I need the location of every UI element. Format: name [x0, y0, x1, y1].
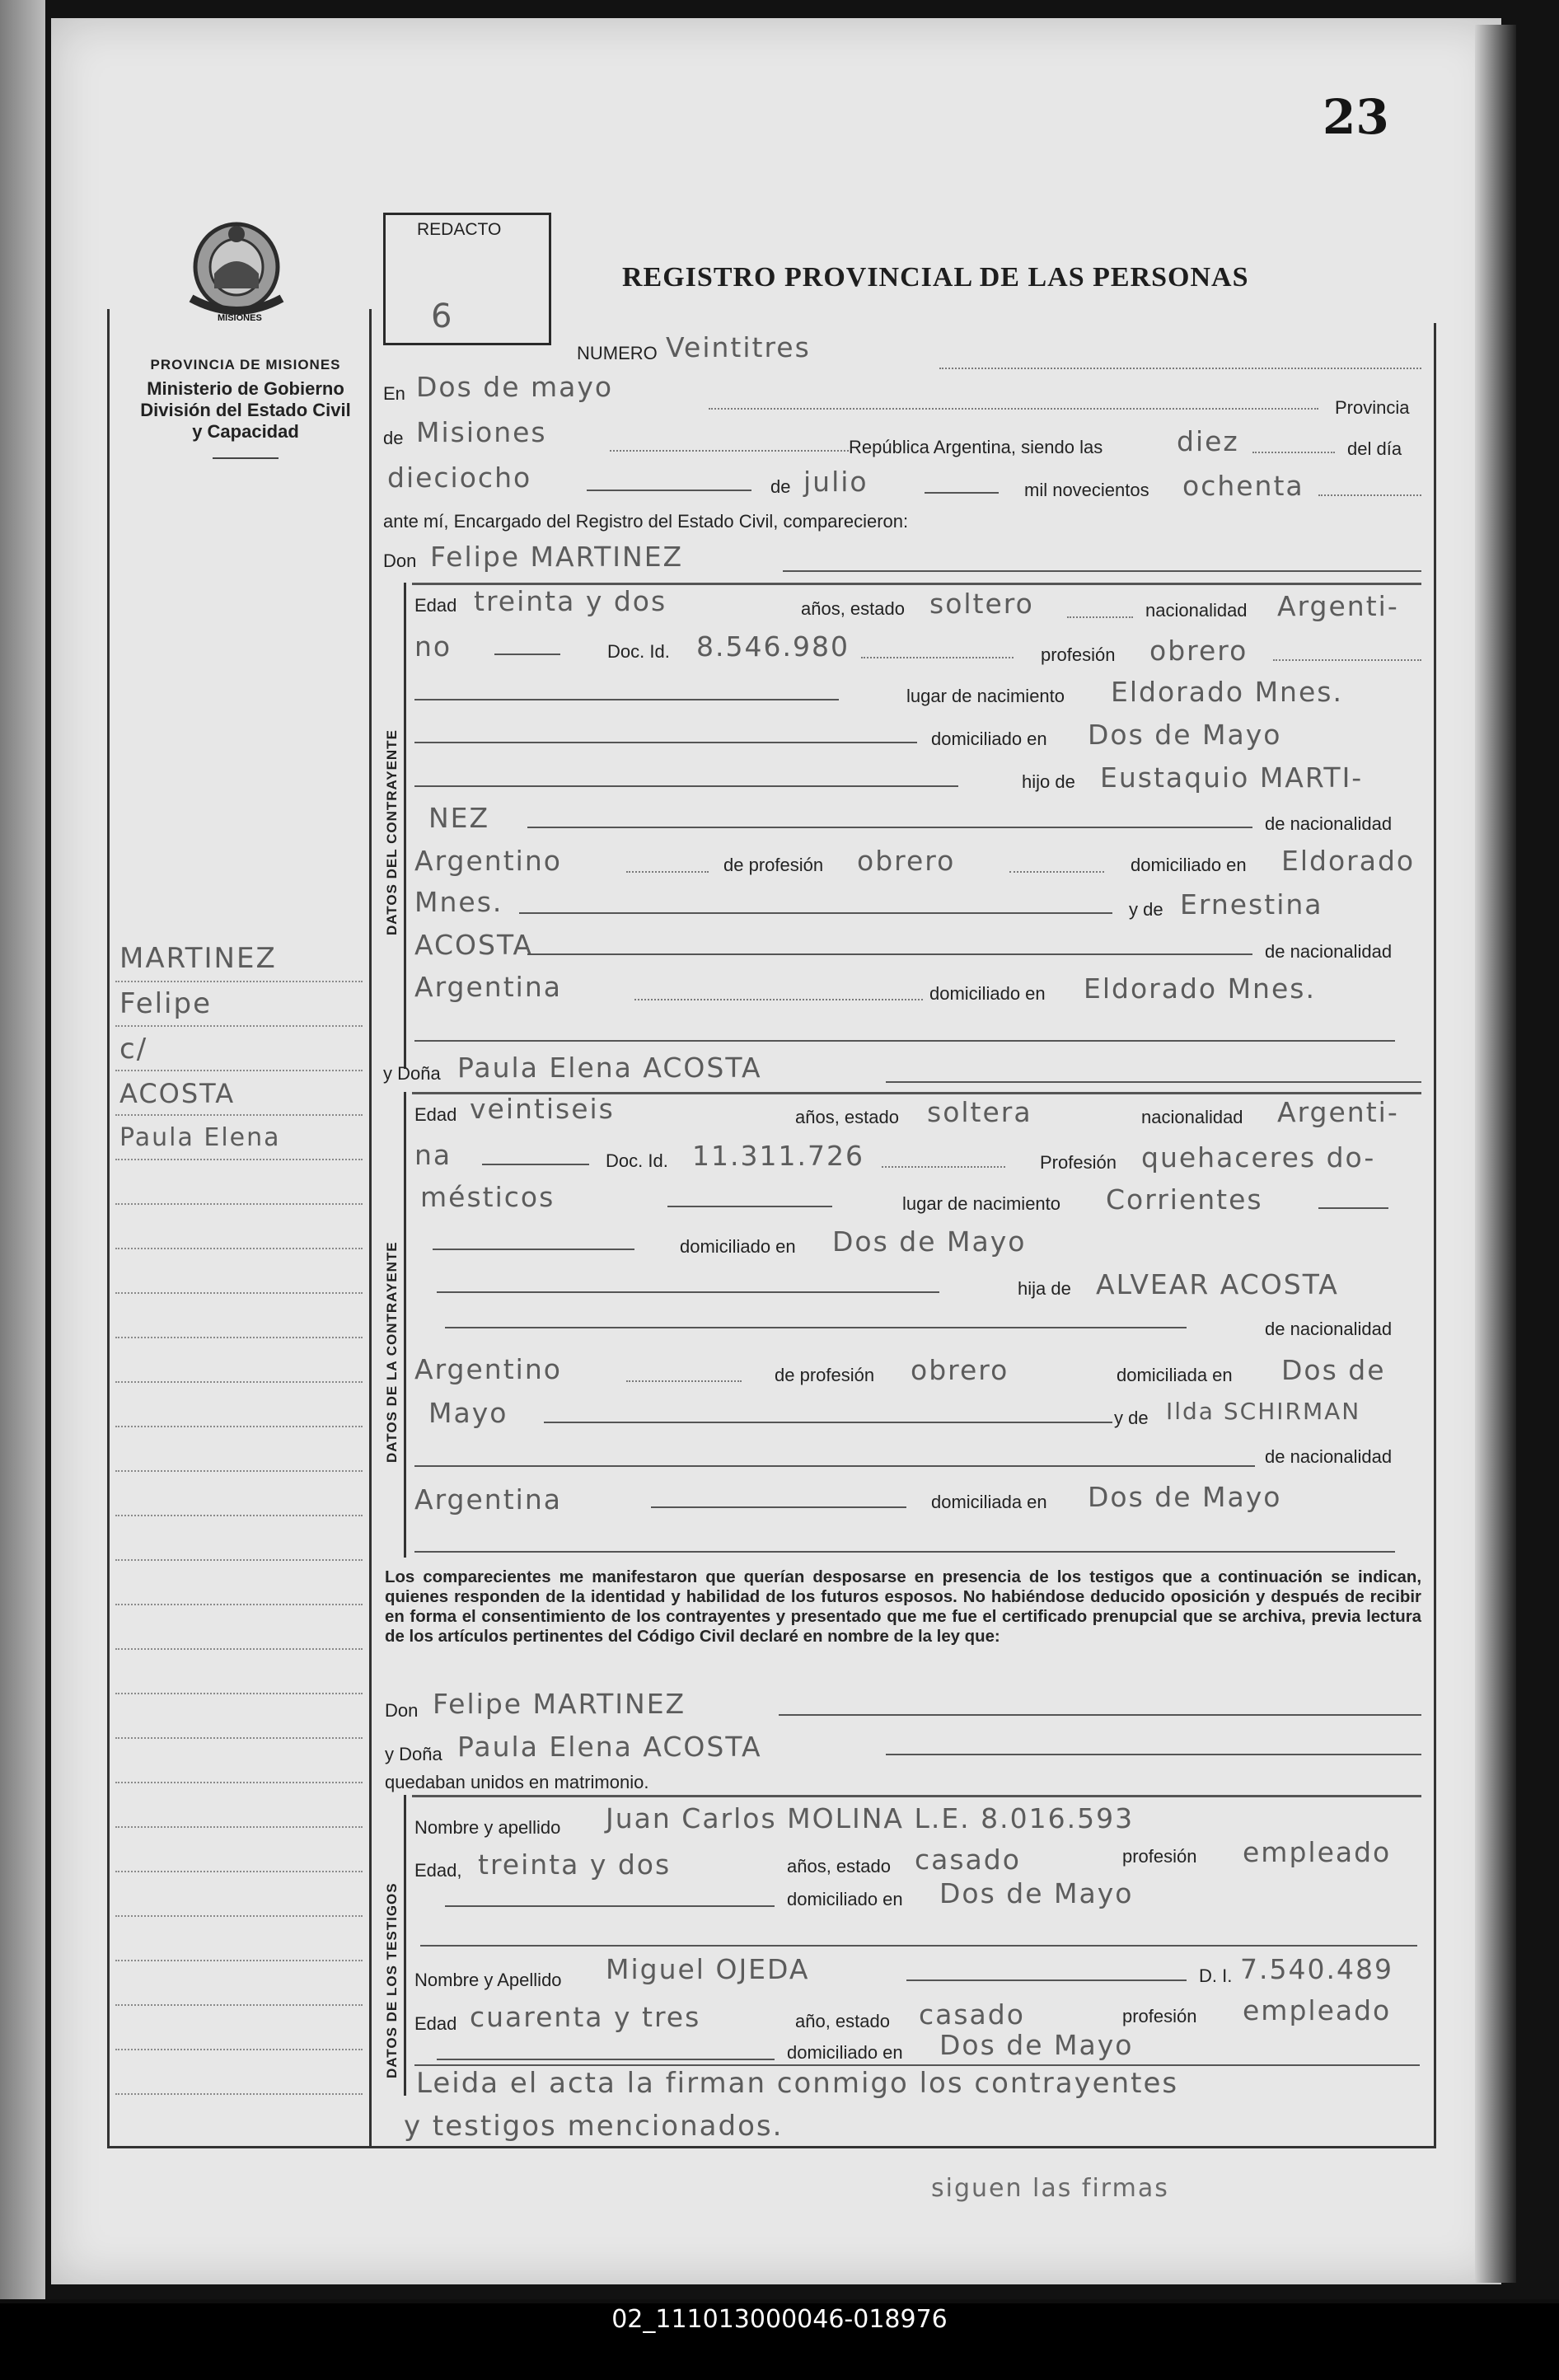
margin-rule-line [115, 1248, 363, 1249]
bride-lugar-label: lugar de nacimiento [902, 1193, 1061, 1214]
margin-rule-line [115, 2004, 363, 2006]
bride-estado: soltera [927, 1096, 1032, 1128]
bride-father-domicile-b: Mayo [428, 1397, 508, 1429]
bride-mother-nac-label: de nacionalidad [1265, 1446, 1393, 1467]
witness-block-top [412, 1795, 1421, 1797]
w1-dom-blank [445, 1905, 775, 1907]
w1-domicile: Dos de Mayo [939, 1877, 1134, 1909]
bride-name-line [886, 1081, 1421, 1083]
groom-mother-line [527, 953, 1252, 955]
groom-mother-nationality: Argentina [414, 971, 562, 1003]
w1-prof-label: profesión [1122, 1846, 1197, 1867]
w1-dom-label: domiciliado en [787, 1889, 903, 1909]
groom-mother-b: ACOSTA [414, 929, 534, 961]
bride-nationality-a: Argenti- [1277, 1096, 1399, 1128]
witness-block-line [404, 1795, 406, 2096]
ante-label: ante mí, Encargado del Registro del Estado Civil, comparecieron: [383, 511, 909, 532]
book-edge [1475, 25, 1516, 2283]
margin-rule-line [115, 1515, 363, 1516]
bride-doc-label: Doc. Id. [606, 1150, 668, 1171]
redacto-mark: 6 [431, 298, 454, 335]
bride-nacionalidad-label: nacionalidad [1141, 1107, 1243, 1127]
year-value: ochenta [1182, 470, 1304, 502]
ministry-capacity: y Capacidad [192, 421, 299, 442]
groom-hijo-blank [414, 785, 958, 787]
margin-rule-line [115, 1826, 363, 1828]
bride-dom-blank [433, 1249, 634, 1250]
place-line [709, 408, 1318, 410]
bride-age: veintiseis [470, 1093, 615, 1125]
margin-rule-line [115, 1559, 363, 1561]
ministry-block [114, 357, 377, 459]
ministry-division: División del Estado Civil [140, 400, 351, 420]
groom-father-dom-label: domiciliado en [1131, 855, 1247, 875]
previous-page-edge [0, 0, 45, 2299]
margin-note-bride-name: Paula Elena [119, 1123, 281, 1152]
bride-yde-label: y de [1114, 1408, 1149, 1428]
margin-rule-line [115, 1915, 363, 1917]
margin-rule-line [115, 1070, 363, 1071]
registry-title: REGISTRO PROVINCIAL DE LAS PERSONAS [622, 262, 1249, 293]
bride-hija-blank [437, 1291, 939, 1293]
groom-name-line [783, 570, 1421, 572]
decl-united-label: quedaban unidos en matrimonio. [385, 1772, 649, 1792]
margin-note-contra: c/ [119, 1033, 148, 1066]
w1-edad-label: Edad, [414, 1860, 462, 1881]
groom-father-dom-line [519, 912, 1112, 914]
groom-mother-a: Ernestina [1180, 888, 1323, 921]
margin-note-bride-surname: ACOSTA [119, 1078, 236, 1109]
bottom-frame-line [107, 2146, 1436, 2148]
bride-nat-line [482, 1164, 589, 1165]
w2-bottom [414, 2064, 1420, 2066]
w1-estado-label: años, estado [787, 1856, 891, 1876]
decl-groom: Felipe MARTINEZ [433, 1688, 686, 1720]
bride-mother-dom-label: domiciliada en [931, 1492, 1047, 1512]
groom-father-a: Eustaquio MARTI- [1100, 761, 1364, 794]
republica-label: República Argentina, siendo las [849, 437, 1103, 457]
bride-mother-nat-line [651, 1506, 906, 1508]
bride-birthplace: Corrientes [1106, 1183, 1263, 1216]
bride-father-domicile-a: Dos de [1281, 1354, 1386, 1386]
groom-father-nat-line [626, 871, 709, 873]
margin-rule-line [115, 1025, 363, 1027]
groom-profession-line [1273, 659, 1421, 661]
groom-hijo-label: hijo de [1022, 771, 1075, 792]
margin-rule-line [115, 1782, 363, 1783]
year-line [1318, 494, 1421, 496]
groom-nationality-b: no [414, 630, 452, 663]
bride-block-bottom [414, 1551, 1395, 1553]
bride-father-nac-label: de nacionalidad [1265, 1319, 1393, 1339]
bride-doc-line [882, 1166, 1005, 1168]
margin-ruled-lines [115, 981, 363, 2143]
month-line [925, 492, 999, 494]
testigos-section-label: DATOS DE LOS TESTIGOS [384, 1882, 400, 2078]
bride-father-dom-label: domiciliada en [1117, 1365, 1233, 1385]
w2-domicile: Dos de Mayo [939, 2029, 1134, 2061]
margin-rule-line [115, 2093, 363, 2095]
groom-block-line [404, 583, 406, 1069]
bride-block-line [404, 1092, 406, 1558]
margin-rule-line [115, 1203, 363, 1205]
w2-di-label: D. I. [1199, 1965, 1233, 1986]
w2-name: Miguel OJEDA [606, 1953, 810, 1985]
groom-lugar-label: lugar de nacimiento [906, 686, 1065, 706]
w2-name-label: Nombre y Apellido [414, 1970, 562, 1990]
bride-mother-line [414, 1465, 1255, 1467]
bride-mother-nationality: Argentina [414, 1483, 562, 1516]
day-line [587, 490, 751, 491]
month-value: julio [803, 466, 868, 498]
w1-bottom [420, 1945, 1417, 1947]
bride-edad-label: Edad [414, 1104, 457, 1125]
bride-hija-label: hija de [1018, 1278, 1071, 1299]
margin-rule-line [115, 1470, 363, 1472]
decl-bride-line [886, 1754, 1421, 1755]
groom-profesion-label: profesión [1041, 644, 1116, 665]
margin-rule-line [115, 1381, 363, 1383]
decl-don-label: Don [385, 1700, 419, 1721]
signatures-follow-note: siguen las firmas [931, 2174, 1169, 2203]
bride-father-line [445, 1327, 1187, 1328]
numero-label: NUMERO [577, 343, 658, 363]
groom-birth-blank [414, 699, 839, 700]
dona-label: y Doña [383, 1063, 441, 1084]
province-value: Misiones [416, 416, 547, 448]
bride-domicile: Dos de Mayo [832, 1225, 1027, 1258]
decl-groom-line [779, 1714, 1421, 1716]
right-frame-line [1434, 323, 1436, 2148]
bride-father-prof-label: de profesión [775, 1365, 875, 1385]
groom-estado: soltero [929, 588, 1034, 620]
margin-note-surname: MARTINEZ [119, 942, 277, 975]
groom-domicile: Dos de Mayo [1088, 719, 1282, 751]
en-label: En [383, 383, 405, 404]
w2-age: cuarenta y tres [470, 2001, 701, 2033]
bride-nationality-b: na [414, 1139, 452, 1171]
mil-label: mil novecientos [1024, 480, 1149, 500]
numero-value: Veintitres [666, 331, 811, 363]
decl-dona-label: y Doña [385, 1744, 442, 1764]
groom-father-line [527, 827, 1252, 828]
groom-mother-domicile: Eldorado Mnes. [1084, 972, 1316, 1005]
groom-father-prof-line [1009, 871, 1104, 873]
groom-father-nac-label: de nacionalidad [1265, 813, 1393, 834]
margin-note-name: Felipe [119, 987, 213, 1020]
bride-profession-a: quehaceres do- [1141, 1141, 1376, 1174]
groom-father-b: NEZ [428, 802, 490, 834]
bride-profesion-label: Profesión [1040, 1152, 1117, 1173]
ministry-name: Ministerio de Gobierno [147, 378, 344, 399]
provincia-label: Provincia [1335, 397, 1410, 418]
groom-profession: obrero [1149, 635, 1248, 667]
w1-age: treinta y dos [478, 1848, 672, 1881]
groom-anios-label: años, estado [801, 598, 905, 619]
hour-value: diez [1177, 425, 1239, 457]
groom-doc: 8.546.980 [696, 630, 850, 663]
margin-rule-line [115, 1337, 363, 1338]
w2-dom-label: domiciliado en [787, 2042, 903, 2063]
closing-line-2: y testigos mencionados. [404, 2110, 784, 2143]
groom-yde-label: y de [1129, 899, 1163, 920]
groom-mother-dom-label: domiciliado en [929, 983, 1046, 1004]
w1-profession: empleado [1243, 1836, 1392, 1868]
bride-profession-b: mésticos [420, 1181, 555, 1213]
groom-mother-nac-label: de nacionalidad [1265, 941, 1393, 962]
bride-prof-line [667, 1206, 832, 1207]
groom-nationality-a: Argenti- [1277, 590, 1399, 622]
margin-rule-line [115, 1604, 363, 1605]
bride-father-dom-line [544, 1422, 1112, 1423]
groom-father-prof-label: de profesión [723, 855, 824, 875]
hour-line [1252, 452, 1335, 453]
groom-domicilio-label: domiciliado en [931, 729, 1047, 749]
w1-estado: casado [915, 1844, 1021, 1876]
numero-line [939, 368, 1421, 369]
w2-profession: empleado [1243, 1994, 1392, 2026]
redacto-label: REDACTO [417, 220, 502, 239]
margin-rule-line [115, 1960, 363, 1961]
groom-estado-line [1067, 616, 1133, 618]
place-value: Dos de mayo [416, 371, 614, 403]
margin-rule-line [115, 1426, 363, 1427]
left-margin-line [107, 309, 110, 2148]
w1-name: Juan Carlos MOLINA L.E. 8.016.593 [606, 1802, 1135, 1834]
margin-rule-line [115, 1737, 363, 1739]
margin-rule-line [115, 1693, 363, 1694]
bride-father-nat-line [626, 1380, 742, 1382]
bride-mother: Ilda SCHIRMAN [1166, 1398, 1361, 1425]
margin-rule-line [115, 981, 363, 982]
w2-prof-label: profesión [1122, 2006, 1197, 2026]
groom-doc-label: Doc. Id. [607, 641, 670, 662]
bride-mother-domicile: Dos de Mayo [1088, 1481, 1282, 1513]
margin-rule-line [115, 1292, 363, 1294]
margin-rule-line [115, 2049, 363, 2050]
del-dia-label: del día [1347, 438, 1402, 459]
groom-father-domicile-a: Eldorado [1281, 845, 1416, 877]
day-value: dieciocho [387, 461, 532, 494]
w2-edad-label: Edad [414, 2013, 457, 2034]
margin-rule-line [115, 1159, 363, 1160]
w2-dom-blank [437, 2059, 775, 2060]
contrayente-section-label: DATOS DEL CONTRAYENTE [384, 729, 400, 935]
groom-father-domicile-b: Mnes. [414, 886, 503, 918]
left-column-line [369, 309, 372, 2148]
w2-di: 7.540.489 [1240, 1953, 1393, 1985]
bride-anios-label: años, estado [795, 1107, 899, 1127]
bride-domicilio-label: domiciliado en [680, 1236, 796, 1257]
contrayenta-section-label: DATOS DE LA CONTRAYENTE [384, 1241, 400, 1463]
bride-doc: 11.311.726 [692, 1140, 864, 1172]
de-label: de [383, 428, 404, 448]
groom-nacionalidad-label: nacionalidad [1145, 600, 1248, 621]
groom-edad-label: Edad [414, 595, 457, 616]
w2-estado-label: año, estado [795, 2011, 890, 2031]
page-number: 23 [1323, 89, 1389, 145]
province-line [610, 450, 849, 452]
decl-bride: Paula Elena ACOSTA [457, 1731, 762, 1763]
bride-father-profession: obrero [911, 1354, 1009, 1386]
margin-rule-line [115, 1114, 363, 1116]
w2-estado: casado [919, 1998, 1025, 2031]
groom-age: treinta y dos [474, 585, 667, 617]
groom-name: Felipe MARTINEZ [430, 541, 684, 573]
bride-birth-line [1318, 1207, 1388, 1209]
bride-father: ALVEAR ACOSTA [1096, 1268, 1339, 1300]
groom-doc-line [861, 657, 1014, 658]
groom-dom-blank [414, 742, 917, 743]
groom-father-profession: obrero [857, 845, 956, 877]
ministry-province: PROVINCIA DE MISIONES [150, 357, 341, 372]
provincial-seal [183, 216, 290, 331]
groom-block-bottom [414, 1040, 1395, 1042]
margin-rule-line [115, 1648, 363, 1650]
w2-name-line [906, 1979, 1187, 1981]
groom-mother-nat-line [634, 999, 923, 1000]
month-de-label: de [770, 476, 791, 497]
ministry-divider [213, 457, 279, 459]
bride-father-nationality: Argentino [414, 1353, 562, 1385]
don-label: Don [383, 550, 417, 571]
groom-nat-line [494, 654, 560, 655]
closing-line-1: Leida el acta la firman conmigo los contrayentes [416, 2067, 1179, 2100]
groom-father-nationality: Argentino [414, 845, 562, 877]
bride-name: Paula Elena ACOSTA [457, 1052, 762, 1084]
declaration-text: Los comparecientes me manifestaron que querían desposarse en presencia de los testigos que a continuación se indican, quienes responden de la identidad y habilidad de los futuros esposos. No habiéndose deducido oposición y después de recibir en forma el consentimiento de los contrayentes y presentado que me fue el certificado prenupcial que se archiva, previa lectura de los artículos pertinentes del Código Civil declaré en nombre de la ley que: [385, 1568, 1421, 1646]
groom-birthplace: Eldorado Mnes. [1111, 676, 1343, 708]
w1-name-label: Nombre y apellido [414, 1817, 561, 1838]
redacto-box [383, 213, 551, 345]
seal-label: MISIONES [218, 313, 262, 323]
image-caption: 02_111013000046-018976 [0, 2303, 1559, 2380]
margin-rule-line [115, 1871, 363, 1872]
